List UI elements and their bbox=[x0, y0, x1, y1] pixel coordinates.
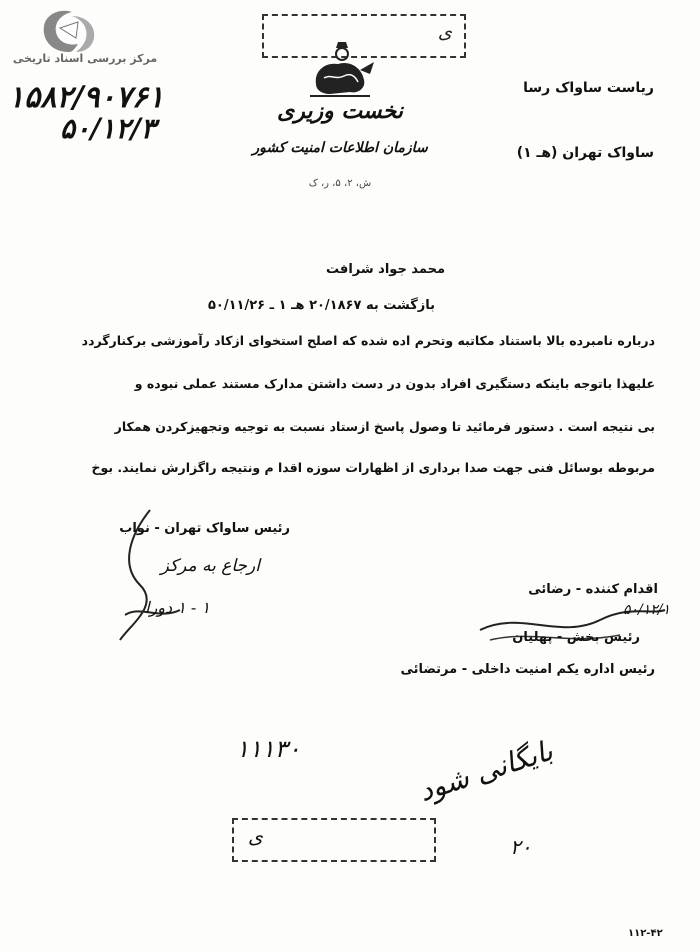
body-line-3: بی نتیجه است . دستور فرمائید تا وصول پاسخ ازستاد نسبت به توجیه وتجهیزکردن همکار bbox=[114, 419, 655, 434]
right-handwritten-date: ۵۰/۱۲/۱ bbox=[622, 602, 670, 618]
body-line-1: درباره نامبرده بالا باستناد مکاتبه وتحرم اده شده که اصلح استخوای ازکاد رآموزشی برکنارگردد bbox=[81, 333, 655, 348]
subject-line: محمد جواد شرافت bbox=[326, 262, 445, 277]
sender-line: ساواک تهران (هـ ۱) bbox=[516, 145, 654, 161]
form-code: ۱۱۲-۴۲ bbox=[628, 928, 663, 939]
archive-center-logo bbox=[38, 8, 100, 54]
top-stamp-text: ی bbox=[437, 22, 452, 43]
right-signatory-title: اقدام کننده - رضائی bbox=[528, 582, 658, 597]
watermark-text: مرکز بررسی اسناد تاریخی bbox=[12, 52, 158, 65]
office-subtitle: سازمان اطلاعات امنیت کشور bbox=[252, 140, 428, 156]
reference-line: بازگشت به ۲۰/۱۸۶۷ هـ ۱ ـ ۵۰/۱۱/۲۶ bbox=[208, 298, 436, 313]
left-handwritten-note-1: ارجاع به مرکز bbox=[160, 556, 260, 576]
archive-note: بایگانی شود bbox=[414, 733, 557, 808]
lion-sun-emblem bbox=[300, 40, 380, 100]
bottom-stamp-text: ی bbox=[248, 826, 263, 848]
archive-number: ۲۰ bbox=[510, 835, 532, 859]
recipient-line: ریاست ساواک رسا bbox=[523, 80, 654, 96]
right-department-line: رئیس اداره یکم امنیت داخلی - مرتضائی bbox=[400, 662, 655, 677]
hand-number-1: ۱۵۸۲/۹۰۷۶۱ bbox=[8, 80, 164, 115]
left-signatory-title: رئیس ساواک تهران - نواب bbox=[119, 521, 290, 536]
left-handwritten-note-2: ۱ - ۱ دورا bbox=[145, 598, 210, 617]
body-line-2: علیهذا باتوجه باینکه دستگیری افراد بدون در دست داشتن مدارک مستند عملی نبوده و bbox=[134, 376, 655, 391]
office-reference: ش، ۲، ۵، ر، ک bbox=[308, 178, 372, 189]
office-title: نخست وزیری bbox=[277, 98, 403, 124]
bottom-hand-number: ۱۱۱۳۰ bbox=[236, 735, 301, 763]
bottom-stamp-box bbox=[232, 818, 436, 862]
hand-number-2: ۵۰/۱۲/۳ bbox=[60, 112, 156, 145]
right-signatory-name: رئیس بخش - پهلیان bbox=[512, 630, 640, 645]
body-line-4: مربوطه بوسائل فنی جهت صدا برداری از اظهارات سوزه اقدا م ونتیجه راگزارش نمایند. بوخ bbox=[91, 460, 655, 475]
